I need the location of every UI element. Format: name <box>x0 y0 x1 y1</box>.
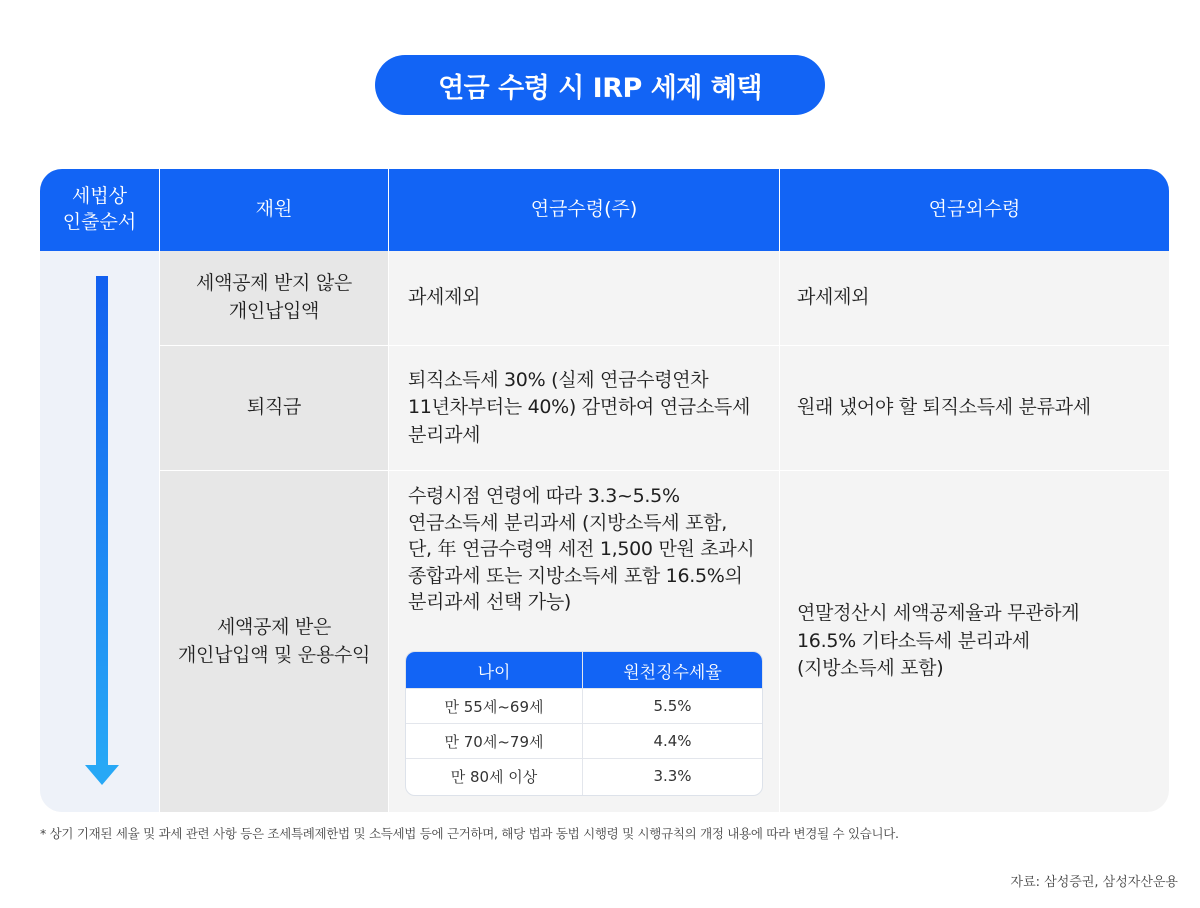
footnote: * 상기 기재된 세율 및 과세 관련 사항 등은 조세특례제한법 및 소득세법 등에 근거하며, 해당 법과 동법 시행령 및 시행규칙의 개정 내용에 따라 변경될 수 있습니다. <box>40 826 899 841</box>
arrow-down-icon <box>96 276 108 766</box>
divider <box>582 652 583 795</box>
tax-benefit-table <box>40 169 1169 812</box>
age-cell: 만 80세 이상 <box>450 767 538 786</box>
row2-non-pension: 원래 냈어야 할 퇴직소득세 분류과세 <box>797 396 1091 419</box>
rate-cell: 3.3% <box>653 767 692 785</box>
source-note: 자료: 삼성증권, 삼성자산운용 <box>1010 875 1178 890</box>
header-source: 재원 <box>255 198 293 221</box>
table-row <box>406 723 762 758</box>
row1-non-pension: 과세제외 <box>797 286 870 309</box>
row3-pension: 수령시점 연령에 따라 3.3~5.5% 연금소득세 분리과세 (지방소득세 포함, 단, 年 연금수령액 세전 1,500 만원 초과시 종합과세 또는 지방소득세 포함 16.5%의 분리과세 선택 가능) <box>408 485 755 614</box>
row3-source: 세액공제 받은 개인납입액 및 운용수익 <box>177 615 371 666</box>
row1-pension: 과세제외 <box>408 286 481 309</box>
row3-non-pension: 연말정산시 세액공제율과 무관하게 16.5% 기타소득세 분리과세 (지방소득세 포함) <box>797 602 1080 680</box>
divider <box>779 169 780 812</box>
age-cell: 만 55세~69세 <box>444 697 544 716</box>
row1-source: 세액공제 받지 않은 개인납입액 <box>196 272 352 322</box>
rate-cell: 4.4% <box>653 732 692 750</box>
page-title: 연금 수령 시 IRP 세제 혜택 <box>375 55 825 115</box>
table-header <box>40 169 1169 251</box>
header-withholding-rate: 원천징수세율 <box>623 662 722 683</box>
row2-pension: 퇴직소득세 30% (실제 연금수령연차 11년차부터는 40%) 감면하여 연금소득세 분리과세 <box>408 368 750 446</box>
rate-cell: 5.5% <box>653 697 692 715</box>
table-row <box>406 758 762 793</box>
row2-source: 퇴직금 <box>246 396 302 419</box>
arrow-head-icon <box>85 765 119 785</box>
table-row <box>406 688 762 723</box>
divider <box>388 169 389 812</box>
age-cell: 만 70세~79세 <box>444 732 544 751</box>
withholding-rate-table <box>405 651 763 796</box>
withholding-table-header <box>406 652 762 688</box>
header-age: 나이 <box>477 662 511 683</box>
header-pension-receipt: 연금수령(주) <box>530 198 638 221</box>
header-withdrawal-order: 세법상 인출순서 <box>62 185 137 233</box>
header-non-pension-receipt: 연금외수령 <box>928 198 1021 221</box>
